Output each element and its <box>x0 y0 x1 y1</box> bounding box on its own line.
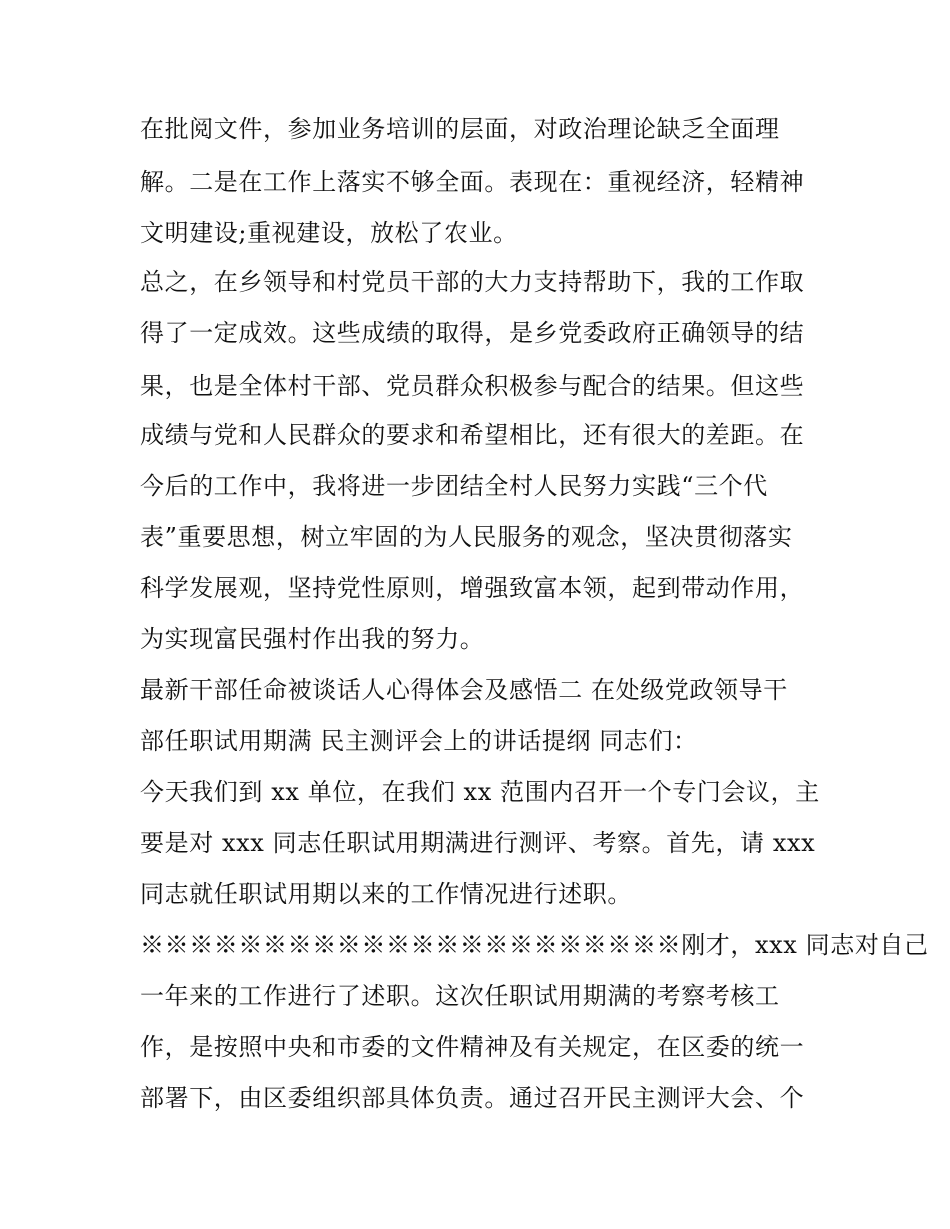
text-line: 今后的工作中，我将进一步团结全村人民努力实践“三个代 <box>140 472 768 500</box>
section-heading-line: 部任职试用期满 民主测评会上的讲话提纲 同志们： <box>140 727 698 755</box>
text-line: 要是对 xxx 同志任职试用期满进行测评、考察。首先，请 xxx <box>140 829 816 857</box>
text-line: 总之，在乡领导和村党员干部的大力支持帮助下，我的工作取 <box>140 268 805 296</box>
text-line: 表”重要思想，树立牢固的为人民服务的观念，坚决贯彻落实 <box>140 523 793 551</box>
text-line: 作，是按照中央和市委的文件精神及有关规定，在区委的统一 <box>140 1033 805 1061</box>
text-line: 今天我们到 xx 单位，在我们 xx 范围内召开一个专门会议，主 <box>140 778 820 806</box>
section-heading-line: 最新干部任命被谈话人心得体会及感悟二 在处级党政领导干 <box>140 676 788 704</box>
text-line: ※※※※※※※※※※※※※※※※※※※※※※刚才，xxx 同志对自己 <box>140 931 929 959</box>
text-line: 一年来的工作进行了述职。这次任职试用期满的考察考核工 <box>140 982 780 1010</box>
text-line: 科学发展观，坚持党性原则，增强致富本领，起到带动作用， <box>140 574 805 602</box>
text-line: 解。二是在工作上落实不够全面。表现在：重视经济，轻精神 <box>140 168 805 196</box>
text-line: 文明建设;重视建设，放松了农业。 <box>140 219 518 247</box>
text-line: 为实现富民强村作出我的努力。 <box>140 625 485 653</box>
text-line: 同志就任职试用期以来的工作情况进行述职。 <box>140 880 632 908</box>
text-line: 成绩与党和人民群众的要求和希望相比，还有很大的差距。在 <box>140 421 805 449</box>
text-line: 在批阅文件，参加业务培训的层面，对政治理论缺乏全面理 <box>140 115 780 143</box>
text-line: 果，也是全体村干部、党员群众积极参与配合的结果。但这些 <box>140 372 805 400</box>
text-line: 得了一定成效。这些成绩的取得，是乡党委政府正确领导的结 <box>140 319 805 347</box>
text-line: 部署下，由区委组织部具体负责。通过召开民主测评大会、个 <box>140 1084 805 1112</box>
